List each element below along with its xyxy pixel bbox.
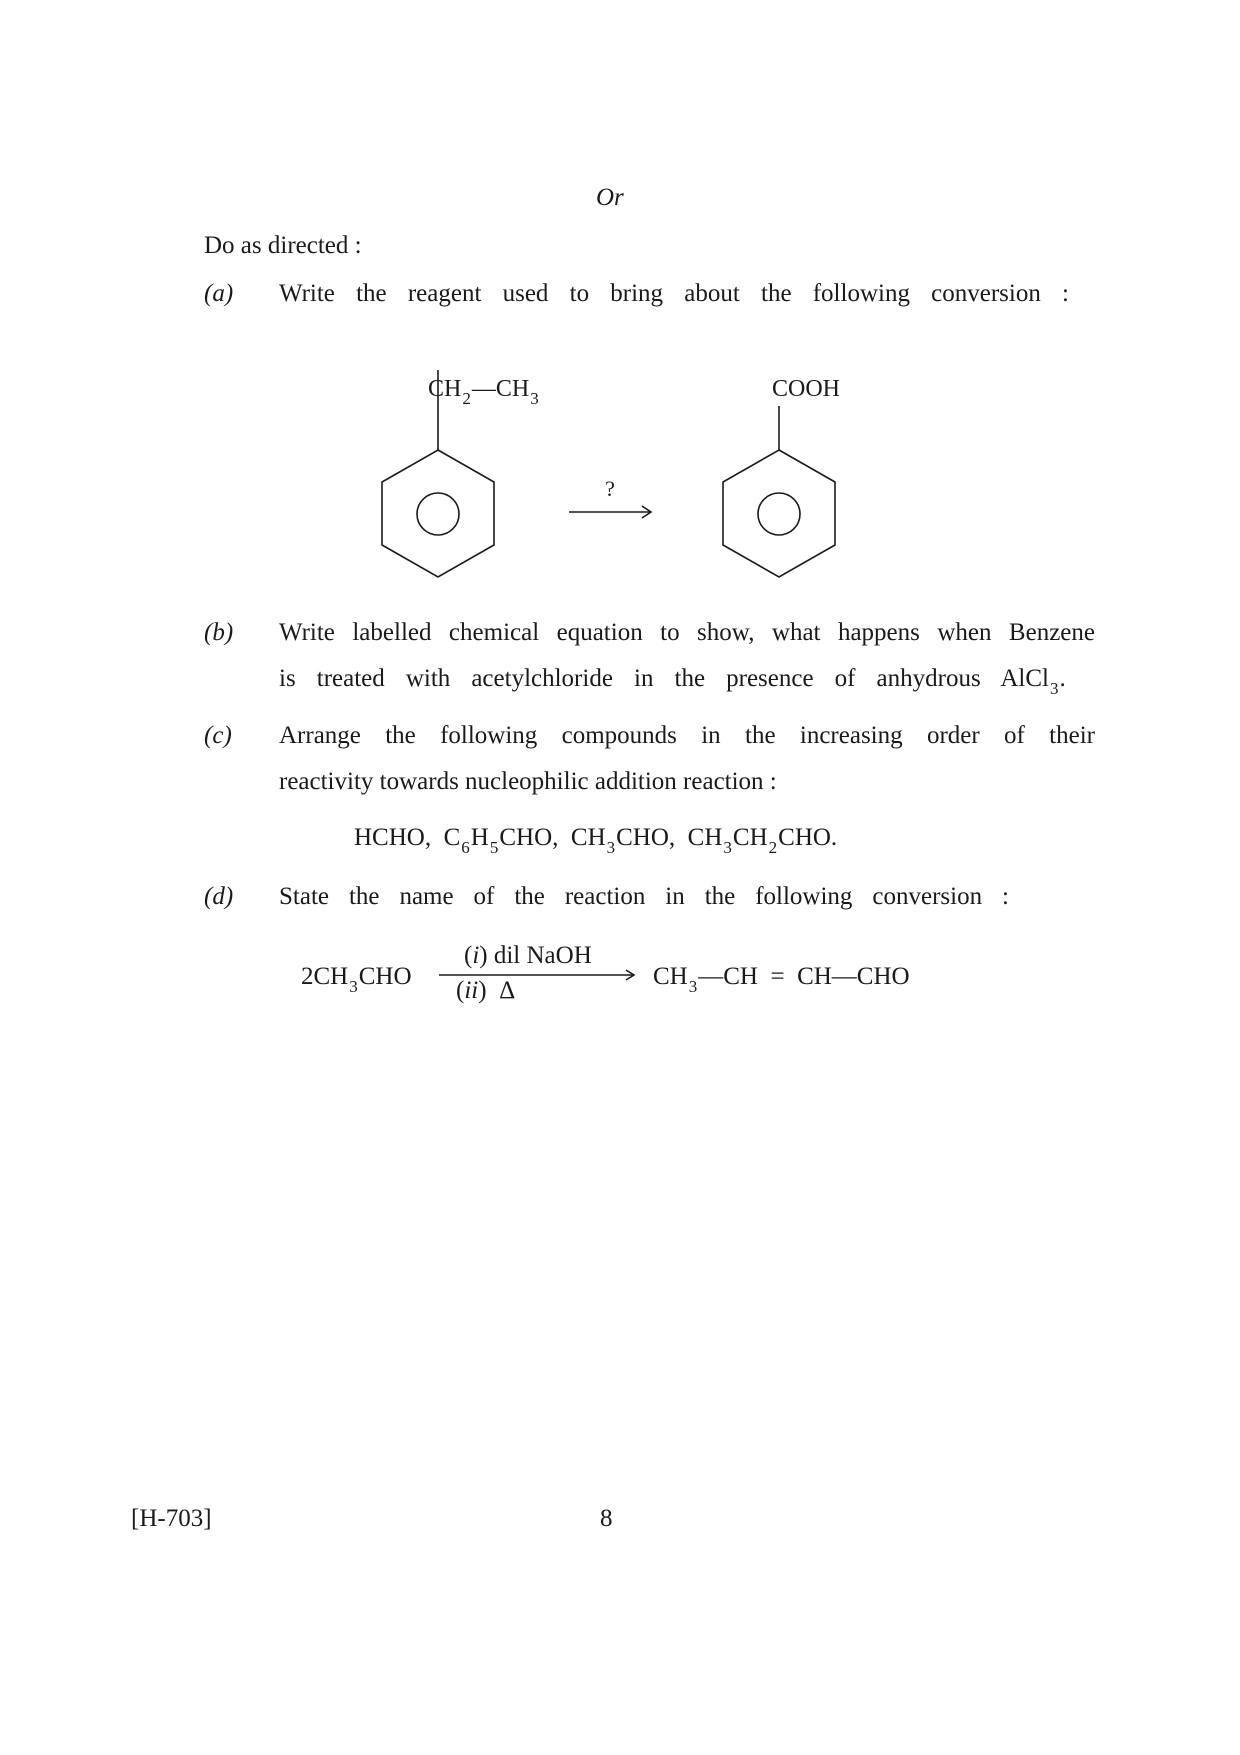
compound-benzaldehyde: $C_6H_5CHO$, (443, 824, 559, 857)
item-label-a: (a) (204, 280, 234, 307)
page-number: 8 (600, 1505, 613, 1532)
arrow-question-mark: ? (605, 476, 615, 501)
question-c-line2: reactivity towards nucleophilic addition reaction : (279, 768, 777, 795)
item-label-b: (b) (204, 619, 234, 646)
question-a-text: Write the reagent used to bring about the following conversion : (279, 280, 1069, 307)
product-benzene-ring (723, 406, 835, 577)
reaction-arrow (569, 506, 651, 518)
product-substituent: COOH (772, 376, 841, 402)
conversion-diagram (360, 370, 880, 590)
question-b-line2-text: is treated with acetylchloride in the presence of anhydrous AlCl (279, 665, 1049, 692)
aldol-product: $CH_3—CH$ = CH—CHO (653, 963, 910, 996)
aldol-condition-1: (i) dil NaOH (464, 942, 592, 969)
question-d-text: State the name of the reaction in the following conversion : (279, 883, 1009, 910)
aldol-condition-2: (ii) Δ (456, 977, 516, 1004)
item-label-d: (d) (204, 883, 234, 910)
question-b-line1: Write labelled chemical equation to show, what happens when Benzene (279, 619, 1095, 646)
item-label-c: (c) (204, 722, 232, 749)
aldol-reactant: $2CH_3CHO$ (301, 963, 412, 996)
reactant-substituent: $CH_2—CH_3$ (428, 376, 539, 408)
instruction: Do as directed : (204, 232, 362, 259)
compound-propanal: $CH_3CH_2CHO$. (687, 824, 838, 857)
question-c-line1: Arrange the following compounds in the increasing order of their (279, 722, 1095, 749)
compound-acetaldehyde: $CH_3CHO$, (570, 824, 676, 857)
paper-code: [H-703] (131, 1505, 212, 1532)
compound-formaldehyde: HCHO, (354, 824, 432, 851)
question-b-line2: is treated with acetylchloride in the presence of anhydrous AlCl$_3$. (279, 665, 1066, 698)
compound-list (354, 824, 838, 857)
or-separator: Or (596, 184, 624, 211)
